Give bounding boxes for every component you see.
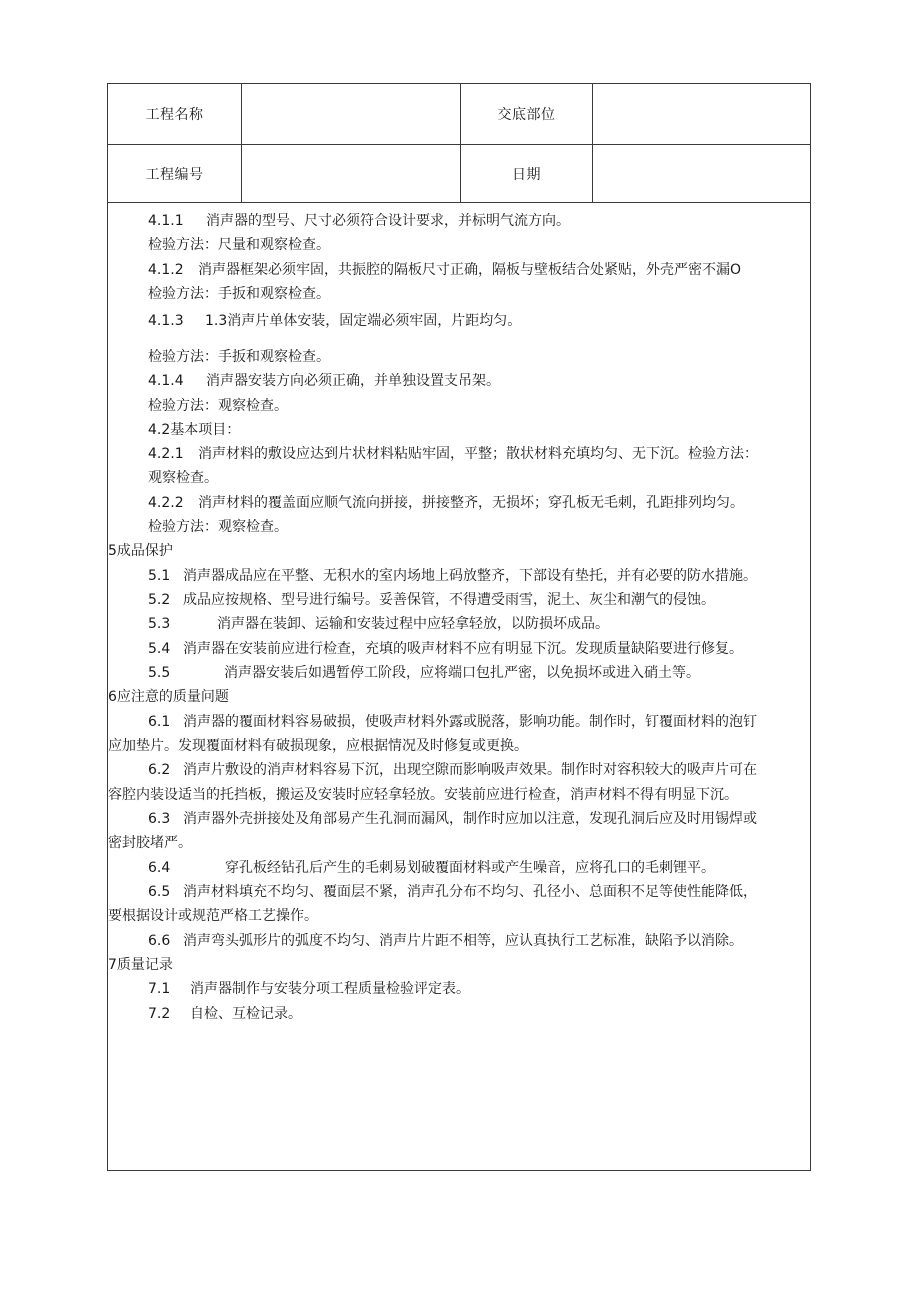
section-heading: 5成品保护: [108, 543, 173, 559]
text-line: 6.5 消声材料填充不均匀、覆面层不紧，消声孔分布不均匀、孔径小、总面积不足等使性能降低，: [148, 884, 757, 900]
text-line: 5.4 消声器在安装前应进行检查，充填的吸声材料不应有明显下沉。发现质量缺陷要进行修复。: [148, 641, 743, 657]
section-heading: 7质量记录: [108, 957, 173, 973]
section-heading: 4.2基本项目：: [148, 422, 241, 438]
text-line: 密封胶堵严。: [108, 835, 192, 851]
text-line: 6.2 消声片敷设的消声材料容易下沉，出现空隙而影响吸声效果。制作时对容积较大的吸声片可在: [148, 762, 757, 778]
project-number-value: [242, 145, 460, 202]
text-line: 5.2 成品应按规格、型号进行编号。妥善保管，不得遭受雨雪，泥土、灰尘和潮气的侵蚀。: [148, 592, 715, 608]
disclosure-form: [107, 83, 811, 1171]
text-line: 容腔内装设适当的托挡板，搬运及安装时应轻拿轻放。安装前应进行检查，消声材料不得有明显下沉。: [108, 787, 738, 803]
section-heading: 6应注意的质量问题: [108, 689, 229, 705]
header-row-2: [108, 145, 810, 203]
text-line: 7.2 自检、互检记录。: [148, 1006, 302, 1022]
text-line: 6.6 消声弯头弧形片的弧度不均匀、消声片片距不相等，应认真执行工艺标准，缺陷予以消除。: [148, 933, 743, 949]
project-name-label: 工程名称: [145, 107, 204, 123]
text-line: 要根据设计或规范严格工艺操作。: [108, 908, 318, 924]
disclosure-part-value: [593, 84, 811, 144]
text-line: 检验方法：观察检查。: [148, 519, 288, 535]
text-line: 检验方法：尺量和观察检查。: [148, 237, 330, 253]
date-label: 日期: [512, 166, 541, 183]
text-line: 4.1.1 消声器的型号、尺寸必须符合设计要求，并标明气流方向。: [148, 213, 570, 229]
project-number-label: 工程编号: [145, 166, 204, 183]
text-line: 4.1.4 消声器安装方向必须正确，并单独设置支吊架。: [148, 373, 500, 389]
date-value: [593, 145, 811, 202]
text-line: 5.3 消声器在装卸、运输和安装过程中应轻拿轻放，以防损坏成品。: [148, 616, 609, 632]
text-line: 4.1.2 消声器框架必须牢固，共振腔的隔板尺寸正确，隔板与壁板结合处紧贴，外壳严密不漏O: [148, 262, 742, 278]
header-row-1: [108, 84, 810, 145]
text-line: 4.1.3 1.3消声片单体安装，固定端必须牢固，片距均匀。: [148, 313, 522, 329]
text-line: 应加垫片。发现覆面材料有破损现象，应根据情况及时修复或更换。: [108, 738, 528, 754]
text-line: 6.1 消声器的覆面材料容易破损，使吸声材料外露或脱落，影响功能。制作时，钉覆面材料的泡钉: [148, 714, 757, 730]
text-line: 7.1 消声器制作与安装分项工程质量检验评定表。: [148, 981, 470, 997]
text-line: 5.5 消声器安装后如遇暂停工阶段，应将端口包扎严密，以免损坏或进入硝土等。: [148, 665, 700, 681]
text-line: 检验方法：手扳和观察检查。: [148, 286, 330, 302]
text-line: 观察检查。: [148, 470, 218, 486]
text-line: 检验方法：观察检查。: [148, 398, 288, 414]
text-line: 4.2.1 消声材料的敷设应达到片状材料粘贴牢固，平整；散状材料充填均匀、无下沉。检验方法：: [148, 446, 758, 462]
text-line: 6.3 消声器外壳拼接处及角部易产生孔洞而漏风，制作时应加以注意，发现孔洞后应及时用锡焊或: [148, 811, 757, 827]
text-line: 检验方法：手扳和观察检查。: [148, 349, 330, 365]
text-line: 4.2.2 消声材料的覆盖面应顺气流向拼接，拼接整齐，无损坏；穿孔板无毛刺，孔距排列均匀。: [148, 495, 744, 511]
disclosure-part-label: 交底部位: [497, 107, 556, 123]
text-line: 5.1 消声器成品应在平整、无积水的室内场地上码放整齐，下部设有垫托，并有必要的防水措施。: [148, 568, 757, 584]
text-line: 6.4 穿孔板经钻孔后产生的毛刺易划破覆面材料或产生噪音，应将孔口的毛刺锂平。: [148, 860, 715, 876]
project-name-value: [242, 84, 460, 144]
